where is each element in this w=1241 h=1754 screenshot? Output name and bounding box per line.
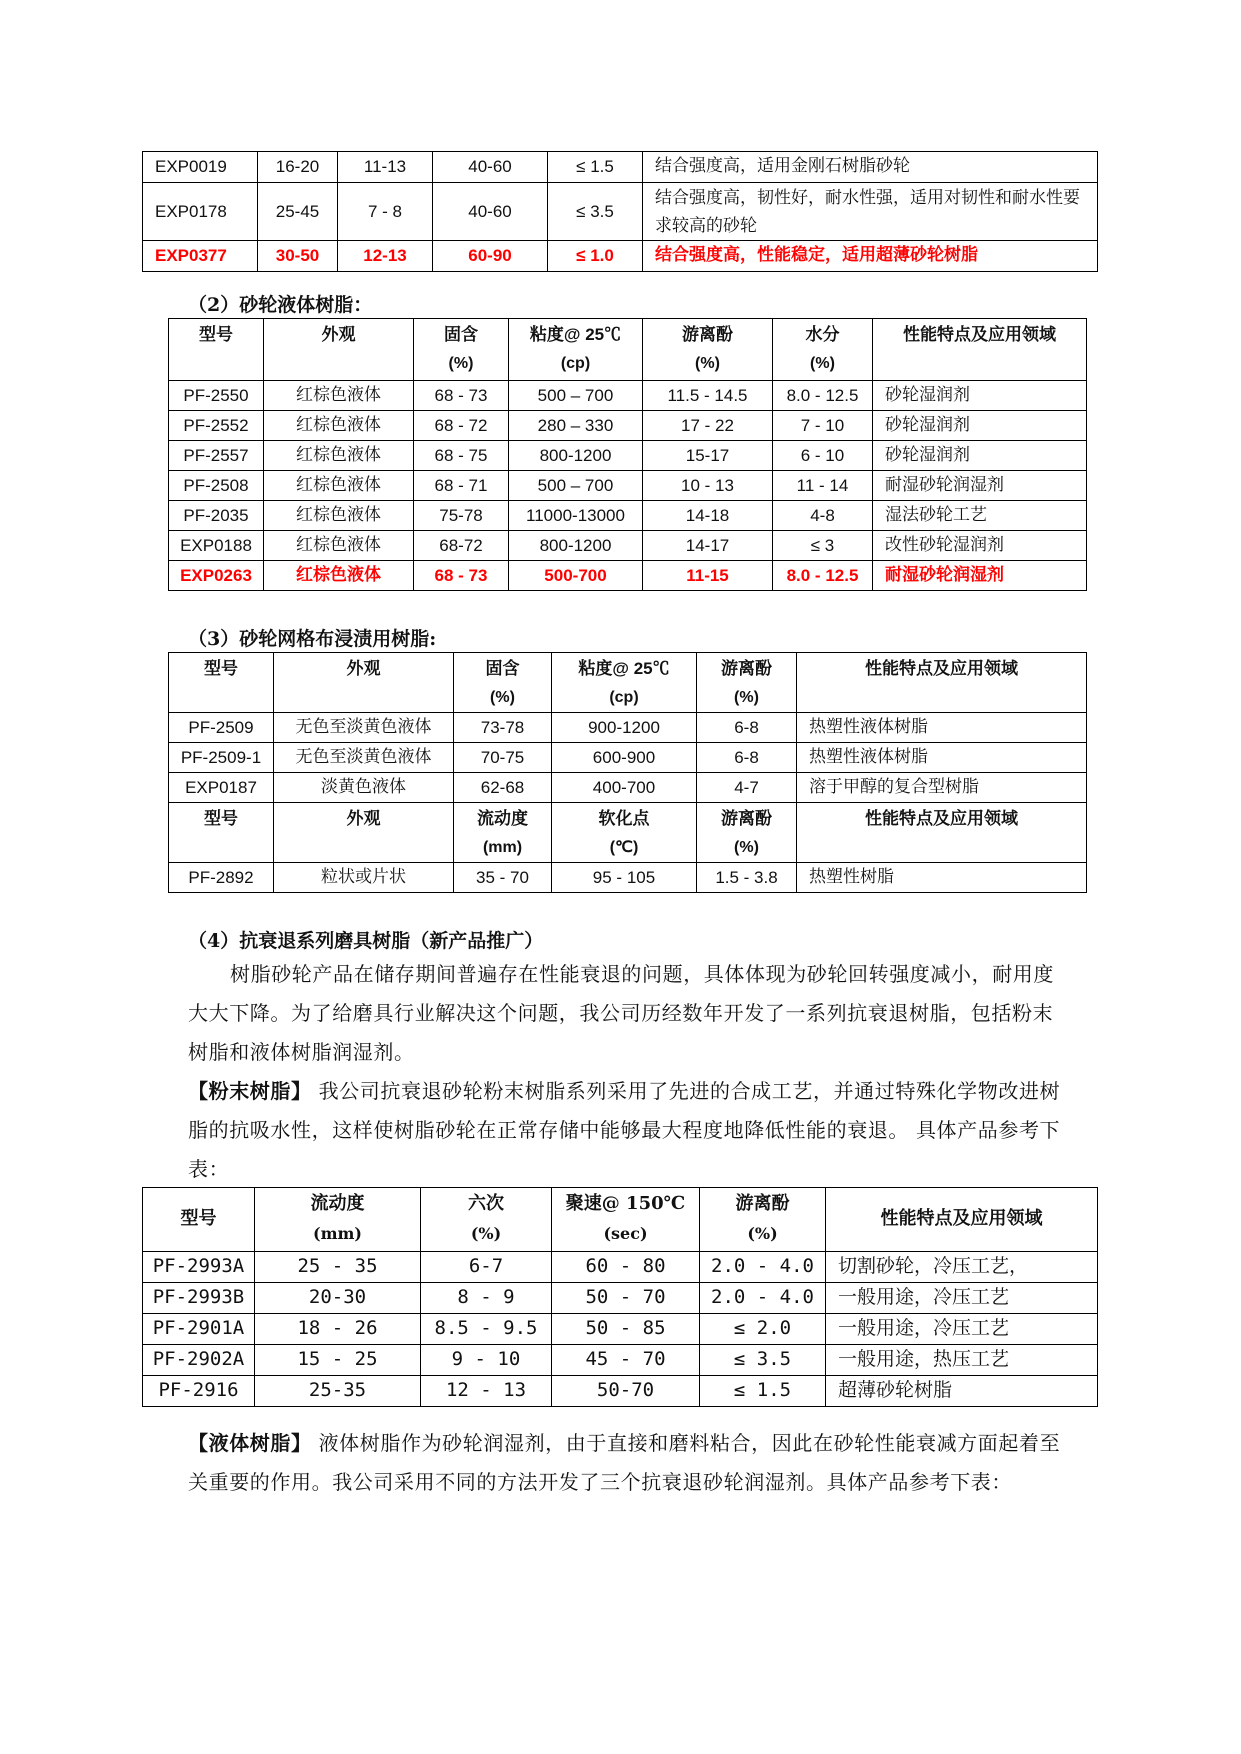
cell-c2: 6-7	[421, 1252, 552, 1283]
cell-model: EXP0188	[169, 531, 264, 561]
cell-water: 8.0 - 12.5	[773, 561, 873, 591]
cell-solid: 75-78	[414, 501, 509, 531]
table-row	[169, 863, 1087, 893]
cell-look: 淡黄色液体	[274, 773, 454, 803]
column-header	[697, 803, 797, 863]
column-header	[552, 1188, 700, 1252]
cell-solid: 68 - 72	[414, 411, 509, 441]
column-header-unit: (℃)	[609, 838, 639, 856]
cell-phenol: 17 - 22	[643, 411, 773, 441]
column-header	[797, 803, 1087, 863]
cell-visc: 800-1200	[509, 441, 643, 471]
cell-model: EXP0178	[143, 183, 258, 241]
cell-phenol: 14-17	[643, 531, 773, 561]
cell-c3: 6-8	[697, 743, 797, 773]
table-row	[143, 1376, 1098, 1407]
cell-c2: 600-900	[552, 743, 697, 773]
cell-water: 6 - 10	[773, 441, 873, 471]
cell-c1: 70-75	[454, 743, 552, 773]
column-header-unit: (mm)	[482, 838, 523, 856]
cell-model: PF-2993A	[143, 1252, 255, 1283]
column-header-label: 型号	[180, 1208, 217, 1230]
table-row	[169, 441, 1087, 471]
cell-c3: 60 - 80	[552, 1252, 700, 1283]
cell-c3: 50-70	[552, 1376, 700, 1407]
cell-model: EXP0377	[143, 241, 258, 272]
liquid-resin-label: 【液体树脂】	[188, 1431, 312, 1455]
column-header-label: 聚速@ 150℃	[565, 1193, 686, 1214]
column-header	[169, 803, 274, 863]
table-grinding-wheel-liquid-resin	[168, 318, 1087, 591]
section-2-heading: （2）砂轮液体树脂：	[188, 294, 373, 316]
column-header	[873, 319, 1087, 381]
column-header-unit: (sec)	[603, 1223, 648, 1243]
column-header-unit: (%)	[747, 1223, 778, 1243]
column-header-label: 外观	[346, 809, 381, 828]
column-header-unit: (%)	[448, 354, 474, 372]
powder-resin-paragraph	[188, 1072, 1068, 1189]
column-header-label: 六次	[468, 1193, 504, 1214]
table-row	[169, 471, 1087, 501]
cell-look: 红棕色液体	[264, 411, 414, 441]
column-header	[264, 319, 414, 381]
column-header	[454, 653, 552, 713]
cell-look: 红棕色液体	[264, 441, 414, 471]
cell-desc: 耐湿砂轮润湿剂	[873, 561, 1087, 591]
cell-model: PF-2509-1	[169, 743, 274, 773]
cell-c1: 25 - 35	[255, 1252, 421, 1283]
cell-visc: 500 – 700	[509, 381, 643, 411]
cell-c1: 18 - 26	[255, 1314, 421, 1345]
table-row	[169, 713, 1087, 743]
cell-c3: 40-60	[433, 183, 548, 241]
cell-c1: 25-35	[255, 1376, 421, 1407]
table-row	[143, 1283, 1098, 1314]
column-header-label: 流动度	[477, 809, 528, 828]
cell-c4: 2.0 - 4.0	[700, 1252, 826, 1283]
cell-solid: 68-72	[414, 531, 509, 561]
cell-c4: ≤ 1.5	[700, 1376, 826, 1407]
column-header-label: 流动度	[310, 1193, 365, 1214]
cell-c4: ≤ 1.0	[548, 241, 643, 272]
cell-model: PF-2508	[169, 471, 264, 501]
column-header	[509, 319, 643, 381]
cell-c2: 12 - 13	[421, 1376, 552, 1407]
cell-model: PF-2509	[169, 713, 274, 743]
cell-look: 红棕色液体	[264, 501, 414, 531]
column-header	[421, 1188, 552, 1252]
column-header-label: 外观	[346, 659, 381, 678]
cell-water: 7 - 10	[773, 411, 873, 441]
cell-visc: 280 – 330	[509, 411, 643, 441]
column-header-label: 水分	[805, 325, 840, 344]
cell-look: 红棕色液体	[264, 471, 414, 501]
column-header	[697, 653, 797, 713]
column-header-label: 游离酚	[721, 659, 772, 678]
table-header-row	[169, 653, 1087, 713]
cell-c3: 50 - 85	[552, 1314, 700, 1345]
cell-look: 红棕色液体	[264, 381, 414, 411]
cell-model: PF-2902A	[143, 1345, 255, 1376]
cell-desc: 耐湿砂轮润湿剂	[873, 471, 1087, 501]
cell-model: PF-2550	[169, 381, 264, 411]
column-header-label: 型号	[199, 325, 233, 344]
cell-desc: 砂轮湿润剂	[873, 441, 1087, 471]
cell-water: 4-8	[773, 501, 873, 531]
column-header-label: 性能特点及应用领域	[865, 809, 1018, 828]
column-header	[773, 319, 873, 381]
cell-model: PF-2993B	[143, 1283, 255, 1314]
cell-look: 红棕色液体	[264, 531, 414, 561]
cell-water: ≤ 3	[773, 531, 873, 561]
cell-phenol: 11-15	[643, 561, 773, 591]
column-header	[826, 1188, 1098, 1252]
cell-solid: 68 - 75	[414, 441, 509, 471]
cell-look: 红棕色液体	[264, 561, 414, 591]
table-row	[169, 773, 1087, 803]
table-row	[169, 381, 1087, 411]
table-grinding-wheel-powder-resin	[142, 151, 1098, 272]
table-row	[143, 1314, 1098, 1345]
column-header-unit: (cp)	[609, 688, 639, 706]
cell-desc: 结合强度高，适用金刚石树脂砂轮	[643, 152, 1098, 183]
column-header-label: 固含	[485, 659, 520, 678]
cell-c2: 400-700	[552, 773, 697, 803]
column-header-label: 软化点	[598, 809, 650, 828]
section-4-intro	[188, 955, 1068, 1072]
cell-c1: 62-68	[454, 773, 552, 803]
cell-c1: 20-30	[255, 1283, 421, 1314]
column-header-label: 性能特点及应用领域	[865, 659, 1018, 678]
cell-desc: 结合强度高，性能稳定，适用超薄砂轮树脂	[643, 241, 1098, 272]
cell-c1: 16-20	[258, 152, 338, 183]
cell-solid: 68 - 71	[414, 471, 509, 501]
column-header	[274, 803, 454, 863]
table-row	[143, 152, 1098, 183]
cell-visc: 11000-13000	[509, 501, 643, 531]
column-header-unit: (%)	[695, 354, 720, 372]
cell-c1: 25-45	[258, 183, 338, 241]
cell-visc: 500 – 700	[509, 471, 643, 501]
cell-model: PF-2916	[143, 1376, 255, 1407]
section-3-heading: （3）砂轮网格布浸渍用树脂:	[188, 628, 437, 650]
column-header-label: 型号	[204, 659, 238, 678]
table-row	[143, 1345, 1098, 1376]
cell-c2: 9 - 10	[421, 1345, 552, 1376]
cell-model: PF-2552	[169, 411, 264, 441]
cell-model: PF-2901A	[143, 1314, 255, 1345]
column-header-label: 性能特点及应用领域	[880, 1208, 1043, 1230]
cell-c2: 8.5 - 9.5	[421, 1314, 552, 1345]
liquid-resin-paragraph	[188, 1424, 1068, 1502]
cell-visc: 800-1200	[509, 531, 643, 561]
column-header-unit: (cp)	[560, 354, 591, 372]
cell-c3: 45 - 70	[552, 1345, 700, 1376]
cell-model: PF-2557	[169, 441, 264, 471]
table-header-row	[143, 1188, 1098, 1252]
cell-desc: 砂轮湿润剂	[873, 411, 1087, 441]
cell-c4: ≤ 3.5	[700, 1345, 826, 1376]
cell-desc: 结合强度高，韧性好，耐水性强，适用对韧性和耐水性要求较高的砂轮	[643, 183, 1098, 241]
table-anti-decay-powder-resin	[142, 1187, 1098, 1407]
liquid-resin-text: 液体树脂作为砂轮润湿剂，由于直接和磨料粘合，因此在砂轮性能衰减方面起着至关重要的作用。我公司采用不同的方法开发了三个抗衰退砂轮润湿剂。具体产品参考下表：	[188, 1431, 1061, 1494]
cell-model: PF-2892	[169, 863, 274, 893]
column-header-unit: (%)	[490, 688, 515, 706]
column-header-label: 游离酚	[735, 1193, 790, 1214]
cell-c3: 6-8	[697, 713, 797, 743]
cell-c4: ≤ 2.0	[700, 1314, 826, 1345]
table-header-row	[169, 803, 1087, 863]
cell-c3: 50 - 70	[552, 1283, 700, 1314]
cell-desc: 一般用途，热压工艺	[826, 1345, 1098, 1376]
cell-desc: 溶于甲醇的复合型树脂	[797, 773, 1087, 803]
column-header-label: 外观	[321, 325, 356, 344]
cell-look: 粒状或片状	[274, 863, 454, 893]
cell-water: 8.0 - 12.5	[773, 381, 873, 411]
column-header-label: 固含	[444, 325, 478, 344]
cell-phenol: 11.5 - 14.5	[643, 381, 773, 411]
cell-visc: 500-700	[509, 561, 643, 591]
column-header	[454, 803, 552, 863]
intro-text: 树脂砂轮产品在储存期间普遍存在性能衰退的问题，具体体现为砂轮回转强度减小，耐用度大大下降。为了给磨具行业解决这个问题，我公司历经数年开发了一系列抗衰退树脂，包括粉末树脂和液体树脂润湿剂。	[188, 962, 1054, 1064]
cell-c4: 2.0 - 4.0	[700, 1283, 826, 1314]
cell-c1: 30-50	[258, 241, 338, 272]
column-header-label: 游离酚	[721, 809, 772, 828]
cell-look: 无色至淡黄色液体	[274, 713, 454, 743]
table-row	[169, 531, 1087, 561]
cell-desc: 湿法砂轮工艺	[873, 501, 1087, 531]
cell-look: 无色至淡黄色液体	[274, 743, 454, 773]
cell-c2: 11-13	[338, 152, 433, 183]
cell-model: EXP0187	[169, 773, 274, 803]
cell-desc: 一般用途，冷压工艺	[826, 1314, 1098, 1345]
cell-model: EXP0263	[169, 561, 264, 591]
column-header-unit: (%)	[734, 838, 759, 856]
cell-c3: 1.5 - 3.8	[697, 863, 797, 893]
column-header-label: 粘度@ 25℃	[578, 659, 670, 678]
column-header-label: 性能特点及应用领域	[903, 325, 1056, 344]
cell-desc: 改性砂轮湿润剂	[873, 531, 1087, 561]
cell-c1: 15 - 25	[255, 1345, 421, 1376]
cell-c3: 60-90	[433, 241, 548, 272]
column-header	[274, 653, 454, 713]
cell-c4: ≤ 1.5	[548, 152, 643, 183]
cell-desc: 切割砂轮，冷压工艺，	[826, 1252, 1098, 1283]
column-header-unit: (%)	[810, 354, 835, 372]
cell-model: PF-2035	[169, 501, 264, 531]
column-header	[255, 1188, 421, 1252]
table-row	[143, 241, 1098, 272]
column-header	[643, 319, 773, 381]
column-header-unit: (%)	[734, 688, 759, 706]
powder-resin-text: 我公司抗衰退砂轮粉末树脂系列采用了先进的合成工艺，并通过特殊化学物改进树脂的抗吸水性，这样使树脂砂轮在正常存储中能够最大程度地降低性能的衰退。 具体产品参考下表：	[188, 1079, 1061, 1181]
cell-desc: 一般用途，冷压工艺	[826, 1283, 1098, 1314]
cell-c2: 7 - 8	[338, 183, 433, 241]
section-4-heading: （4）抗衰退系列磨具树脂（新产品推广）	[188, 930, 544, 952]
cell-desc: 热塑性液体树脂	[797, 743, 1087, 773]
column-header	[414, 319, 509, 381]
table-row	[169, 501, 1087, 531]
table-row	[143, 1252, 1098, 1283]
cell-water: 11 - 14	[773, 471, 873, 501]
column-header	[700, 1188, 826, 1252]
cell-c2: 8 - 9	[421, 1283, 552, 1314]
cell-desc: 砂轮湿润剂	[873, 381, 1087, 411]
table-header-row	[169, 319, 1087, 381]
column-header-unit: (%)	[470, 1223, 502, 1243]
cell-solid: 68 - 73	[414, 381, 509, 411]
cell-model: EXP0019	[143, 152, 258, 183]
column-header-label: 型号	[204, 809, 238, 828]
column-header	[797, 653, 1087, 713]
column-header	[552, 653, 697, 713]
cell-c1: 35 - 70	[454, 863, 552, 893]
cell-desc: 超薄砂轮树脂	[826, 1376, 1098, 1407]
cell-c2: 900-1200	[552, 713, 697, 743]
table-row	[143, 183, 1098, 241]
cell-c2: 12-13	[338, 241, 433, 272]
cell-solid: 68 - 73	[414, 561, 509, 591]
cell-phenol: 14-18	[643, 501, 773, 531]
column-header	[169, 653, 274, 713]
cell-phenol: 15-17	[643, 441, 773, 471]
column-header	[169, 319, 264, 381]
table-row	[169, 561, 1087, 591]
column-header-label: 粘度@ 25℃	[529, 325, 622, 344]
column-header-label: 游离酚	[682, 325, 733, 344]
powder-resin-label: 【粉末树脂】	[188, 1079, 312, 1103]
cell-desc: 热塑性液体树脂	[797, 713, 1087, 743]
cell-phenol: 10 - 13	[643, 471, 773, 501]
cell-desc: 热塑性树脂	[797, 863, 1087, 893]
table-mesh-impregnation-resin	[168, 652, 1087, 893]
column-header	[552, 803, 697, 863]
cell-c3: 40-60	[433, 152, 548, 183]
column-header	[143, 1188, 255, 1252]
table-row	[169, 411, 1087, 441]
table-row	[169, 743, 1087, 773]
column-header-unit: (mm)	[313, 1223, 362, 1243]
cell-c1: 73-78	[454, 713, 552, 743]
cell-c2: 95 - 105	[552, 863, 697, 893]
cell-c4: ≤ 3.5	[548, 183, 643, 241]
cell-c3: 4-7	[697, 773, 797, 803]
